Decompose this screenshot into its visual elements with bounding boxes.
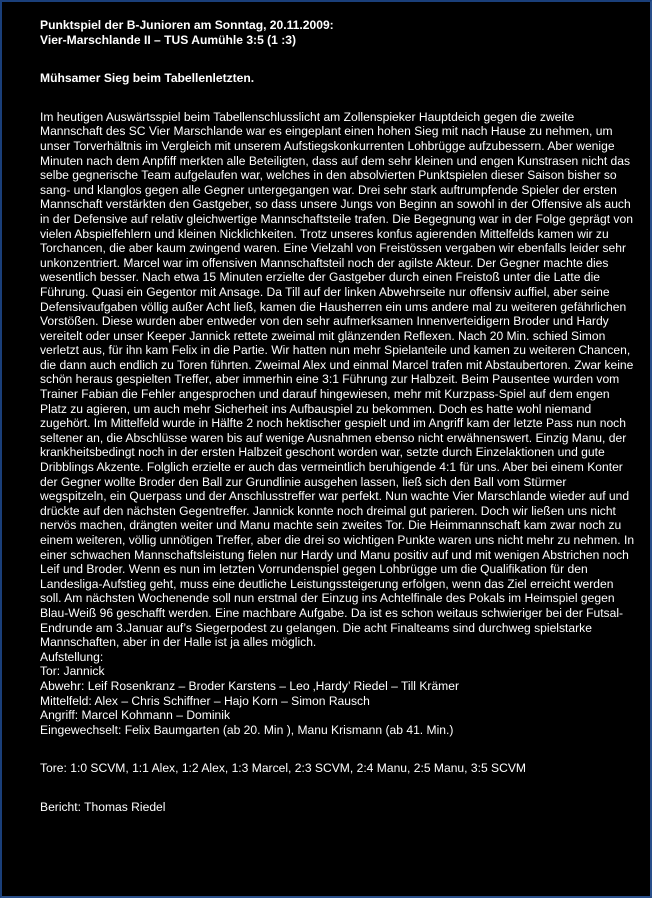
goal-list: Tore: 1:0 SCVM, 1:1 Alex, 1:2 Alex, 1:3 Marcel, 2:3 SCVM, 2:4 Manu, 2:5 Manu, 3:5 SCVM [40, 761, 526, 776]
headline-line-2: Vier-Marschlande II – TUS Aumühle 3:5 (1 :3) [40, 32, 297, 47]
lineup-goalkeeper: Tor: Jannick [40, 664, 105, 679]
lineup-heading: Aufstellung: [40, 649, 104, 664]
lineup [40, 650, 636, 738]
report-body: Im heutigen Auswärtsspiel beim Tabellenschlusslicht am Zollenspieker Hauptdeich gegen die zweite Mannschaft des SC Vier Marschlande war es eingeplant einen hohen Sieg mit nach Hause zu nehmen, um unser Torverhältnis im Vergleich mit unserem Aufstiegskonkurrenten Lohbrügge aufzubessern. Aber wenige Minuten nach dem Anpfiff merkten alle Beteiligten, dass auf dem sehr kleinen und engen Kunstrasen nicht das selbe gegnerische Team aufgelaufen war, welches in den absolvierten Punktspielen dieser Saison bisher so sang- und klanglos gegen alle Gegner untergegangen war. Drei sehr stark auftrumpfende Spieler der ersten Mannschaft verstärkten den Gastgeber, so dass unsere Jungs von Beginn an sowohl in der Offensive als auch in der Defensive auf relativ gleichwertige Mannschaftsteile trafen. Die Begegnung war in der Folge geprägt von vielen Abspielfehlern und kleinen Nicklichkeiten. Trotz unseres konfus agierenden Mittelfelds kamen wir zu Torchancen, die aber kaum zwingend waren. Eine Vielzahl von Freistössen vergaben wir ebenfalls leider sehr unkonzentriert. Marcel war im offensiven Mannschaftsteil noch der agilste Akteur. Der Gegner machte dies wesentlich besser. Nach etwa 15 Minuten erzielte der Gastgeber durch einen Freistoß unter die Latte die Führung. Quasi ein Gegentor mit Ansage. Da Till auf der linken Abwehrseite nur offensiv auffiel, aber seine Defensivaufgaben völlig außer Acht ließ, kamen die Hausherren ein ums andere mal zu weiteren gefährlichen Vorstößen. Diese wurden aber entweder von den sehr aufmerksamen Innenverteidigern Broder und Hardy vereitelt oder unser Keeper Jannick rettete zweimal mit glänzenden Reflexen. Nach 20 Min. schied Simon verletzt aus, für ihn kam Felix in die Partie. Wir hatten nun mehr Spielanteile und kamen zu weiteren Chancen, die dann auch endlich zu Toren führten. Zweimal Alex und einmal Marcel trafen mit Abstaubertoren. Zwar keine schön heraus gespielten Treffer, aber immerhin eine 3:1 Führung zur Halbzeit. Beim Pausentee wurden vom Trainer Fabian die Fehler angesprochen und darauf hingewiesen, mehr mit Kurzpass-Spiel auf dem engen Platz zu agieren, um auch mehr Sicherheit ins Aufbauspiel zu bekommen. Doch es hatte wohl niemand zugehört. Im Mittelfeld wurde in Hälfte 2 noch hektischer gespielt und im Angriff kam der letzte Pass nun noch seltener an, die Abschlüsse waren bis auf wenige Ausnahmen ebenso nicht erwähnenswert. Einzig Manu, der krankheitsbedingt noch in der ersten Halbzeit geschont worden war, setzte durch Einzelaktionen und gute Dribblings Akzente. Folglich erzielte er auch das vermeintlich beruhigende 4:1 für uns. Aber bei einem Konter der Gegner wollte Broder den Ball zur Grundlinie ausgehen lassen, ließ sich den Ball vom Stürmer wegspitzeln, ein Querpass und der Anschlusstreffer war perfekt. Nun wachte Vier Marschlande wieder auf und drückte auf den nächsten Gegentreffer. Jannick konnte noch dreimal gut parieren. Doch wir ließen uns nicht nervös machen, drängten weiter und Manu machte sein zweites Tor. Die Heimmannschaft kam zwar noch zu einem weiteren, völlig unnötigen Treffer, aber die drei so wichtigen Punkte waren uns nicht mehr zu nehmen. In einer schwachen Mannschaftsleistung fielen nur Hardy und Manu positiv auf und mit wenigen Abstrichen noch Leif und Broder. Wenn es nun im letzten Vorrundenspiel gegen Lohbrügge um die Qualifikation für den Landesliga-Aufstieg geht, muss eine deutliche Leistungssteigerung erfolgen, wenn das Ziel erreicht werden soll. Am nächsten Wochenende soll nun erstmal der Einzug ins Achtelfinale des Pokals im Heimspiel gegen Blau-Weiß 96 geschafft werden. Eine machbare Aufgabe. Da ist es schon weitaus schwieriger bei der Futsal-Endrunde am 3.Januar auf’s Siegerpodest zu gelangen. Die acht Finalteams sind durchweg spielstarke Mannschaften, aber in der Halle ist ja alles möglich. [40, 109, 635, 650]
article [40, 18, 636, 815]
lineup-defense: Abwehr: Leif Rosenkranz – Broder Karstens – Leo ‚Hardy’ Riedel – Till Krämer [40, 678, 459, 693]
report-author: Bericht: Thomas Riedel [40, 799, 166, 814]
lineup-substitutes: Eingewechselt: Felix Baumgarten (ab 20. Min ), Manu Krismann (ab 41. Min.) [40, 722, 454, 737]
lineup-attack: Angriff: Marcel Kohmann – Dominik [40, 708, 230, 723]
lineup-midfield: Mittelfeld: Alex – Chris Schiffner – Hajo Korn – Simon Rausch [40, 693, 370, 708]
subtitle: Mühsamer Sieg beim Tabellenletzten. [40, 71, 255, 86]
headline-line-1: Punktspiel der B-Junioren am Sonntag, 20.11.2009: [40, 18, 334, 32]
headline [40, 18, 636, 47]
